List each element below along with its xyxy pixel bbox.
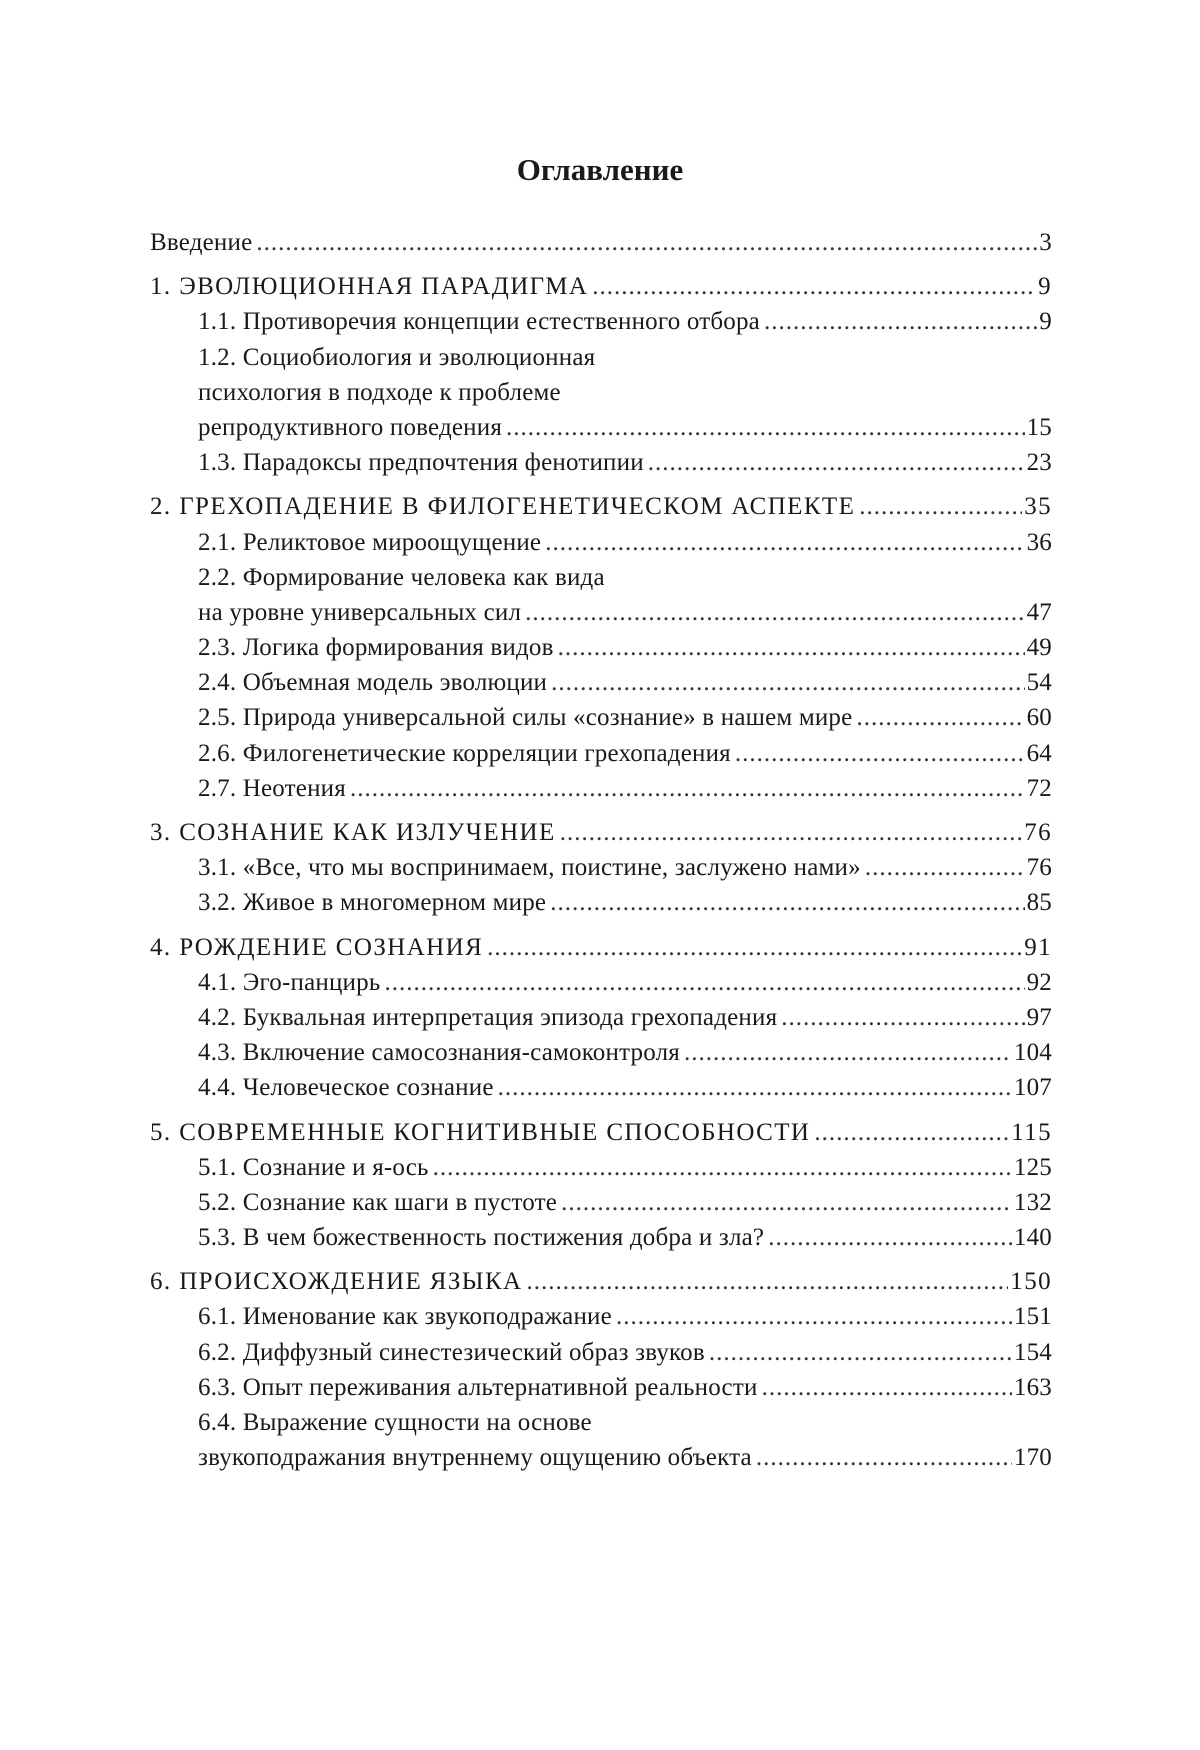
- toc-entry[interactable]: [150, 965, 1052, 1000]
- toc-page-number: 163: [1013, 1373, 1052, 1401]
- toc-page-number: 154: [1013, 1338, 1052, 1366]
- toc-entry[interactable]: [150, 1070, 1052, 1105]
- page-title: Оглавление: [516, 152, 684, 187]
- toc-entry-row: [198, 736, 1052, 771]
- toc-entry[interactable]: [150, 1335, 1052, 1370]
- toc-entry-row: [198, 1150, 1052, 1185]
- toc-entry-row: [150, 225, 1052, 260]
- toc-entry[interactable]: [150, 560, 1052, 630]
- toc-entry[interactable]: [150, 225, 1052, 260]
- toc-entry[interactable]: [150, 885, 1052, 920]
- dot-leader: [684, 1035, 1012, 1070]
- toc-entry[interactable]: [150, 736, 1052, 771]
- toc-entry-row: [198, 304, 1052, 339]
- toc-page-number: 47: [1026, 598, 1052, 626]
- toc-entry-title: 4.1. Эго-панцирь: [198, 968, 381, 996]
- toc-page-number: 150: [1010, 1268, 1052, 1296]
- toc-entry-row: [198, 1035, 1052, 1070]
- toc-entry-title: Введение: [150, 229, 253, 256]
- toc-entry-title: 4.2. Буквальная интерпретация эпизода грехопадения: [198, 1003, 778, 1031]
- toc-entry-title: 4. РОЖДЕНИЕ СОЗНАНИЯ: [150, 933, 484, 961]
- section-gap: [150, 806, 1052, 815]
- toc-entry-title: 2.1. Реликтовое мироощущение: [198, 528, 542, 556]
- toc-entry-title: на уровне универсальных сил: [198, 598, 522, 626]
- toc-entry[interactable]: [150, 1370, 1052, 1405]
- toc-entry-title: 4.4. Человеческое сознание: [198, 1074, 494, 1102]
- toc-chapter-entry[interactable]: [150, 269, 1052, 304]
- dot-leader: [648, 445, 1025, 480]
- dot-leader: [561, 1185, 1012, 1220]
- dot-leader: [527, 1264, 1009, 1299]
- toc-entry-title: 2.5. Природа универсальной силы «сознание» в нашем мире: [198, 704, 853, 732]
- toc-entry[interactable]: [150, 445, 1052, 480]
- toc-entry[interactable]: [150, 304, 1052, 339]
- dot-leader: [856, 700, 1024, 735]
- toc-entry-title: 1. ЭВОЛЮЦИОННАЯ ПАРАДИГМА: [150, 273, 589, 301]
- toc-entry-row: [198, 1440, 1052, 1475]
- toc-entry-title: 5. СОВРЕМЕННЫЕ КОГНИТИВНЫЕ СПОСОБНОСТИ: [150, 1118, 811, 1146]
- toc-entry-row: [198, 1185, 1052, 1220]
- toc-page-number: 140: [1013, 1224, 1052, 1252]
- toc-page-number: 85: [1026, 889, 1052, 917]
- toc-page-number: 9: [1039, 308, 1052, 336]
- toc-entry-row: [198, 525, 1052, 560]
- toc-page-number: 125: [1013, 1153, 1052, 1181]
- toc-page-number: 151: [1013, 1303, 1052, 1331]
- toc-entry-title: репродуктивного поведения: [198, 413, 503, 441]
- dot-leader: [498, 1070, 1012, 1105]
- toc-entry-row: [198, 665, 1052, 700]
- toc-entry-row: [198, 700, 1052, 735]
- toc-page-number: 76: [1024, 819, 1052, 846]
- toc-page-number: 76: [1026, 854, 1052, 882]
- section-gap: [150, 480, 1052, 489]
- dot-leader: [487, 930, 1022, 965]
- dot-leader: [551, 665, 1024, 700]
- toc-page-number: 104: [1013, 1039, 1052, 1067]
- toc-entry[interactable]: [150, 630, 1052, 665]
- toc-entry-title: 2.7. Неотения: [198, 774, 346, 802]
- toc-page-number: 170: [1013, 1444, 1052, 1472]
- toc-chapter-entry[interactable]: [150, 489, 1052, 524]
- toc-entry-title: 2.6. Филогенетические корреляции грехопадения: [198, 739, 731, 767]
- toc-entry[interactable]: [150, 1035, 1052, 1070]
- toc-entry-title: 6.3. Опыт переживания альтернативной реальности: [198, 1373, 758, 1401]
- dot-leader: [560, 815, 1023, 850]
- toc-entry-title: 3.1. «Все, что мы воспринимаем, поистине, заслужено нами»: [198, 854, 861, 882]
- dot-leader: [768, 1220, 1012, 1255]
- toc-entry-title: 2. ГРЕХОПАДЕНИЕ В ФИЛОГЕНЕТИЧЕСКОМ АСПЕКТЕ: [150, 493, 856, 521]
- toc-page-number: 60: [1026, 704, 1052, 732]
- toc-entry-row: [150, 815, 1052, 850]
- toc-entry-row: [198, 965, 1052, 1000]
- toc-entry-row: [198, 630, 1052, 665]
- toc-page-number: 49: [1026, 634, 1052, 662]
- toc-entry-row: [150, 1115, 1052, 1150]
- toc-page-number: 132: [1013, 1188, 1052, 1216]
- toc-page-number: 23: [1026, 449, 1052, 477]
- toc-entry-row: [198, 445, 1052, 480]
- dot-leader: [592, 269, 1036, 304]
- toc-page-number: 36: [1026, 528, 1052, 556]
- toc-page-number: 15: [1026, 413, 1052, 441]
- dot-leader: [781, 1000, 1024, 1035]
- toc-entry-row: [150, 1264, 1052, 1299]
- toc-entry[interactable]: [150, 1220, 1052, 1255]
- toc-entry-title: 3. СОЗНАНИЕ КАК ИЗЛУЧЕНИЕ: [150, 819, 556, 846]
- toc-entry-title: 5.2. Сознание как шаги в пустоте: [198, 1188, 558, 1216]
- toc-entry-row: [198, 850, 1052, 885]
- toc-entry[interactable]: [150, 1150, 1052, 1185]
- dot-leader: [865, 850, 1025, 885]
- section-gap: [150, 1106, 1052, 1115]
- toc-page-number: 97: [1026, 1003, 1052, 1031]
- dot-leader: [545, 525, 1024, 560]
- toc-chapter-entry[interactable]: [150, 1115, 1052, 1150]
- dot-leader: [616, 1299, 1012, 1334]
- table-of-contents: [150, 225, 1052, 1475]
- toc-entry-row: [198, 885, 1052, 920]
- toc-entry-row: [198, 410, 1052, 445]
- toc-entry-title: 6.1. Именование как звукоподражание: [198, 1303, 612, 1331]
- toc-entry-row: [198, 1000, 1052, 1035]
- toc-entry[interactable]: [150, 1185, 1052, 1220]
- toc-entry-row: [198, 1220, 1052, 1255]
- toc-entry-title: 2.4. Объемная модель эволюции: [198, 669, 548, 697]
- toc-entry[interactable]: [150, 340, 1052, 446]
- dot-leader: [433, 1150, 1012, 1185]
- dot-leader: [506, 410, 1025, 445]
- toc-entry[interactable]: [150, 665, 1052, 700]
- toc-entry-title: 3.2. Живое в многомерном мире: [198, 889, 547, 917]
- toc-entry[interactable]: [150, 1000, 1052, 1035]
- toc-entry-title: звукоподражания внутреннему ощущению объекта: [198, 1444, 752, 1472]
- section-gap: [150, 260, 1052, 269]
- dot-leader: [256, 225, 1037, 260]
- toc-entry-row: [198, 595, 1052, 630]
- toc-page-number: 115: [1011, 1118, 1052, 1146]
- dot-leader: [550, 885, 1024, 920]
- toc-chapter-entry[interactable]: [150, 930, 1052, 965]
- toc-entry-text-line: психология в подходе к проблеме: [198, 378, 561, 406]
- toc-page-number: 54: [1026, 669, 1052, 697]
- toc-entry-text-line: 1.2. Социобиология и эволюционная: [198, 343, 596, 371]
- dot-leader: [384, 965, 1024, 1000]
- toc-entry-text-line: 2.2. Формирование человека как вида: [198, 563, 605, 591]
- dot-leader: [735, 736, 1025, 771]
- toc-entry-title: 1.1. Противоречия концепции естественного отбора: [198, 308, 760, 336]
- toc-entry-row: [198, 1335, 1052, 1370]
- toc-entry[interactable]: [150, 1405, 1052, 1475]
- dot-leader: [709, 1335, 1012, 1370]
- toc-entry-title: 4.3. Включение самосознания-самоконтроля: [198, 1039, 680, 1067]
- toc-entry-title: 6. ПРОИСХОЖДЕНИЕ ЯЗЫКА: [150, 1268, 523, 1296]
- toc-entry-title: 5.3. В чем божественность постижения добра и зла?: [198, 1224, 765, 1252]
- toc-chapter-entry[interactable]: [150, 1264, 1052, 1299]
- toc-entry[interactable]: [150, 525, 1052, 560]
- toc-entry-row: [198, 1070, 1052, 1105]
- toc-page-number: 92: [1026, 968, 1052, 996]
- dot-leader: [350, 771, 1025, 806]
- toc-page-number: 91: [1024, 933, 1052, 961]
- toc-page-number: 107: [1013, 1074, 1052, 1102]
- toc-entry-title: 6.2. Диффузный синестезический образ звуков: [198, 1338, 705, 1366]
- toc-entry[interactable]: [150, 771, 1052, 806]
- toc-page-number: 72: [1026, 774, 1052, 802]
- toc-entry-title: 5.1. Сознание и я-ось: [198, 1153, 429, 1181]
- toc-chapter-entry[interactable]: [150, 815, 1052, 850]
- toc-page-number: 35: [1024, 493, 1052, 521]
- section-gap: [150, 921, 1052, 930]
- toc-entry-row: [198, 1299, 1052, 1334]
- toc-entry-row: [198, 771, 1052, 806]
- toc-entry-row: [198, 1370, 1052, 1405]
- toc-entry-row: [150, 489, 1052, 524]
- dot-leader: [762, 1370, 1012, 1405]
- dot-leader: [525, 595, 1024, 630]
- dot-leader: [814, 1115, 1009, 1150]
- dot-leader: [764, 304, 1037, 339]
- section-gap: [150, 1255, 1052, 1264]
- toc-entry-text-line: 6.4. Выражение сущности на основе: [198, 1409, 592, 1436]
- toc-page-number: 9: [1038, 273, 1052, 301]
- dot-leader: [558, 630, 1025, 665]
- toc-entry-row: [150, 269, 1052, 304]
- toc-entry-row: [150, 930, 1052, 965]
- dot-leader: [859, 489, 1022, 524]
- toc-entry[interactable]: [150, 700, 1052, 735]
- toc-page-number: 3: [1039, 229, 1052, 256]
- toc-entry[interactable]: [150, 1299, 1052, 1334]
- dot-leader: [756, 1440, 1012, 1475]
- toc-entry[interactable]: [150, 850, 1052, 885]
- toc-page-number: 64: [1026, 739, 1052, 767]
- toc-entry-title: 1.3. Парадоксы предпочтения фенотипии: [198, 449, 644, 477]
- toc-entry-title: 2.3. Логика формирования видов: [198, 634, 554, 662]
